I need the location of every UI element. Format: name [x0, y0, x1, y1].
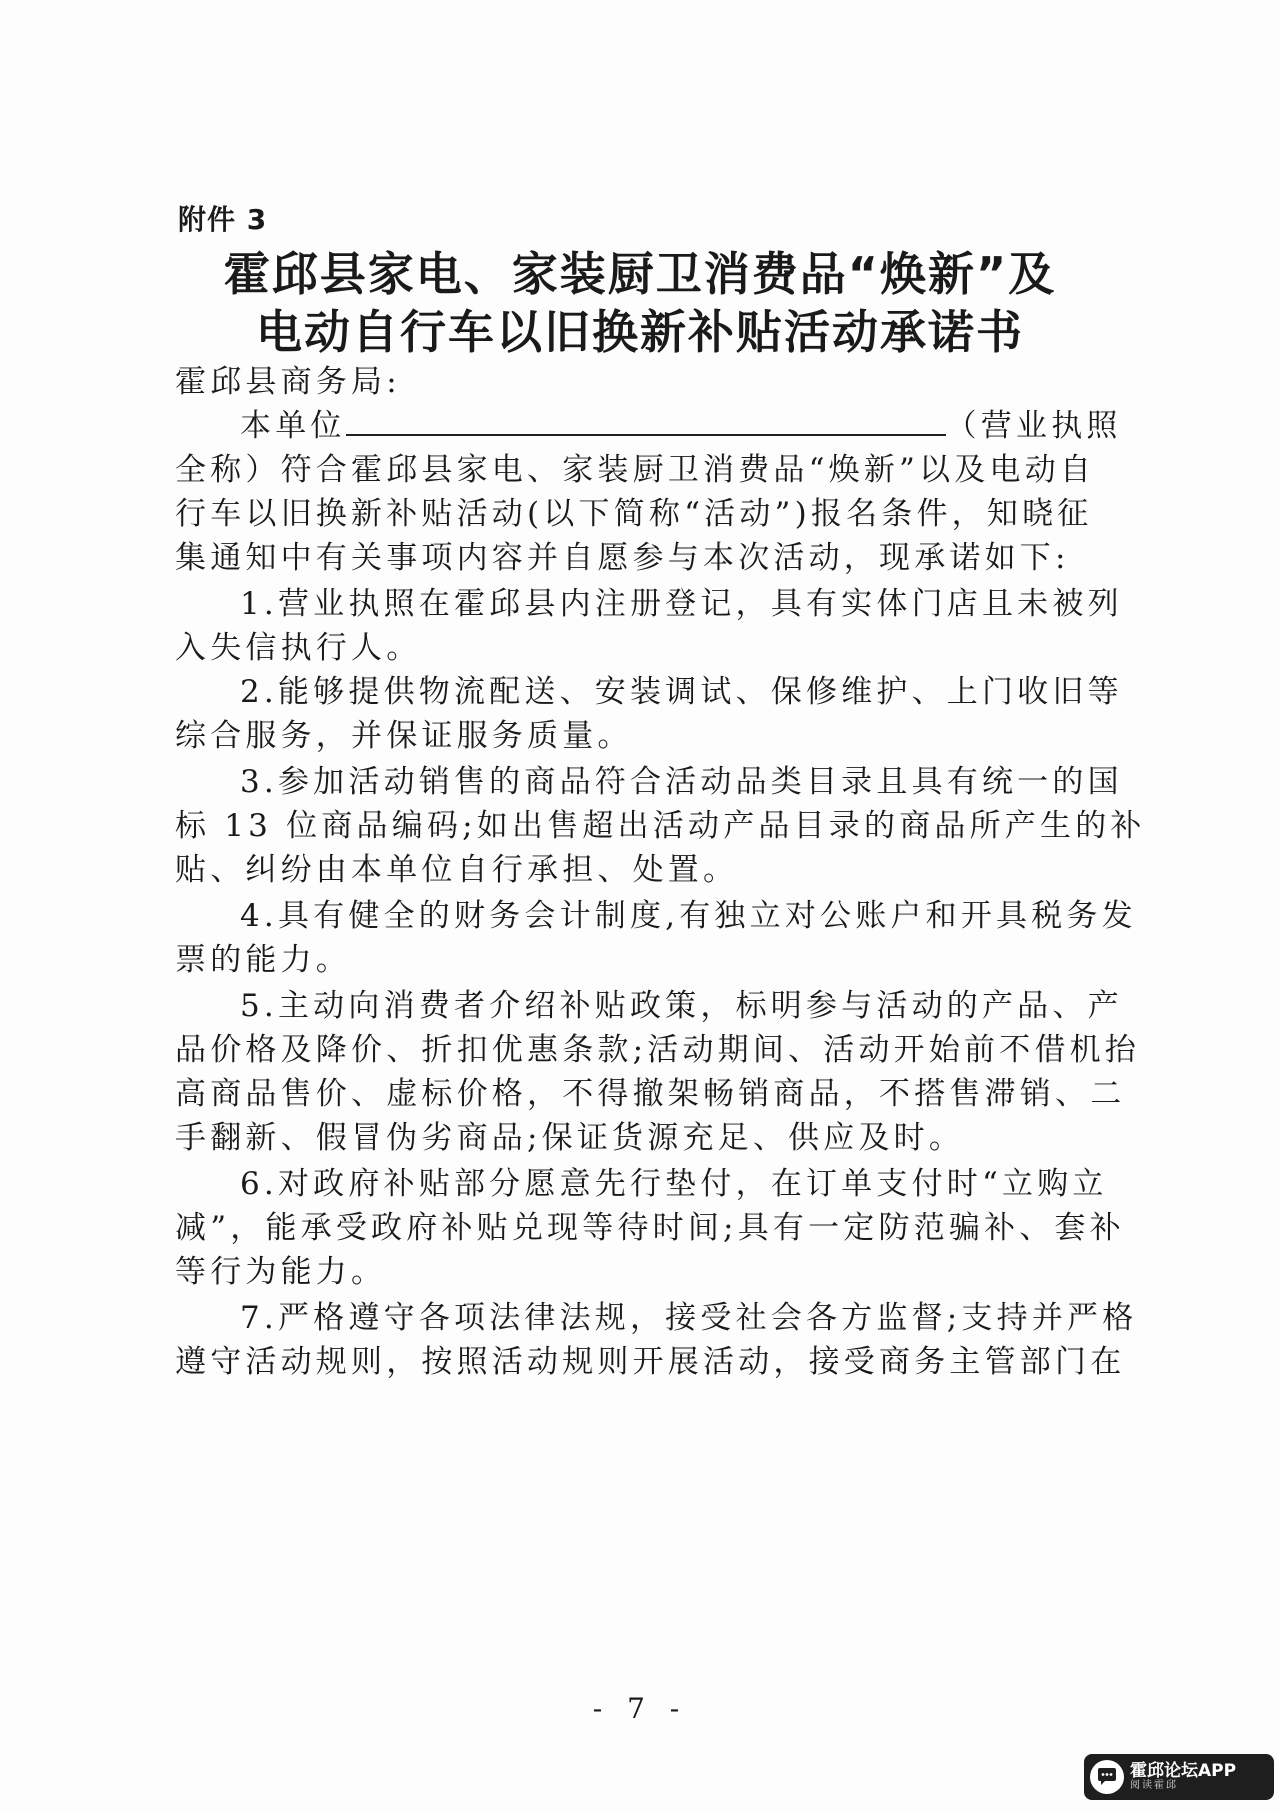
salutation: 霍邱县商务局: [175, 364, 401, 400]
item-6-line-2: 减”，能承受政府补贴兑现等待时间;具有一定防范骗补、套补 [175, 1210, 1125, 1246]
intro-line-4: 集通知中有关事项内容并自愿参与本次活动，现承诺如下: [175, 540, 1070, 576]
item-1-line-1: 1.营业执照在霍邱县内注册登记，具有实体门店且未被列 [240, 586, 1123, 622]
item-7-line-2: 遵守活动规则，按照活动规则开展活动，接受商务主管部门在 [175, 1344, 1126, 1380]
intro-line-2: 全称）符合霍邱县家电、家装厨卫消费品“焕新”以及电动自 [175, 452, 1096, 488]
intro-line-1 [240, 400, 1122, 445]
watermark-title: 霍邱论坛APP [1130, 1760, 1237, 1781]
item-5-line-3: 高商品售价、虚标价格，不得撤架畅销商品，不搭售滞销、二 [175, 1076, 1126, 1112]
forum-app-watermark [1084, 1754, 1274, 1800]
page-number: - 7 - [592, 1692, 688, 1725]
item-6-line-3: 等行为能力。 [175, 1254, 387, 1290]
watermark-subtitle: 阅读霍邱 [1130, 1779, 1178, 1791]
item-1-line-2: 入失信执行人。 [175, 630, 422, 666]
intro-suffix: （营业执照 [945, 408, 1122, 444]
item-5-line-2: 品价格及降价、折扣优惠条款;活动期间、活动开始前不借机抬 [175, 1032, 1141, 1068]
item-7-line-1: 7.严格遵守各项法律法规，接受社会各方监督;支持并严格 [240, 1300, 1138, 1336]
document-title-line-1: 霍邱县家电、家装厨卫消费品“焕新”及 [223, 247, 1057, 301]
business-name-blank[interactable] [346, 406, 946, 436]
chat-bubble-icon [1090, 1760, 1124, 1794]
attachment-label: 附件 3 [178, 203, 268, 236]
item-3-line-2: 标 13 位商品编码;如出售超出活动产品目录的商品所产生的补 [175, 808, 1146, 844]
item-3-line-3: 贴、纠纷由本单位自行承担、处置。 [175, 852, 739, 888]
intro-line-3: 行车以旧换新补贴活动(以下简称“活动”)报名条件，知晓征 [175, 496, 1093, 532]
item-5-line-4: 手翻新、假冒伪劣商品;保证货源充足、供应及时。 [175, 1120, 965, 1156]
item-6-line-1: 6.对政府补贴部分愿意先行垫付，在订单支付时“立购立 [240, 1166, 1108, 1202]
item-4-line-1: 4.具有健全的财务会计制度,有独立对公账户和开具税务发 [240, 898, 1137, 934]
item-2-line-1: 2.能够提供物流配送、安装调试、保修维护、上门收旧等 [240, 674, 1123, 710]
item-2-line-2: 综合服务，并保证服务质量。 [175, 718, 633, 754]
document-title-line-2: 电动自行车以旧换新补贴活动承诺书 [256, 305, 1024, 359]
item-3-line-1: 3.参加活动销售的商品符合活动品类目录且具有统一的国 [240, 764, 1123, 800]
intro-prefix: 本单位 [240, 408, 346, 444]
item-4-line-2: 票的能力。 [175, 942, 351, 978]
item-5-line-1: 5.主动向消费者介绍补贴政策，标明参与活动的产品、产 [240, 988, 1123, 1024]
